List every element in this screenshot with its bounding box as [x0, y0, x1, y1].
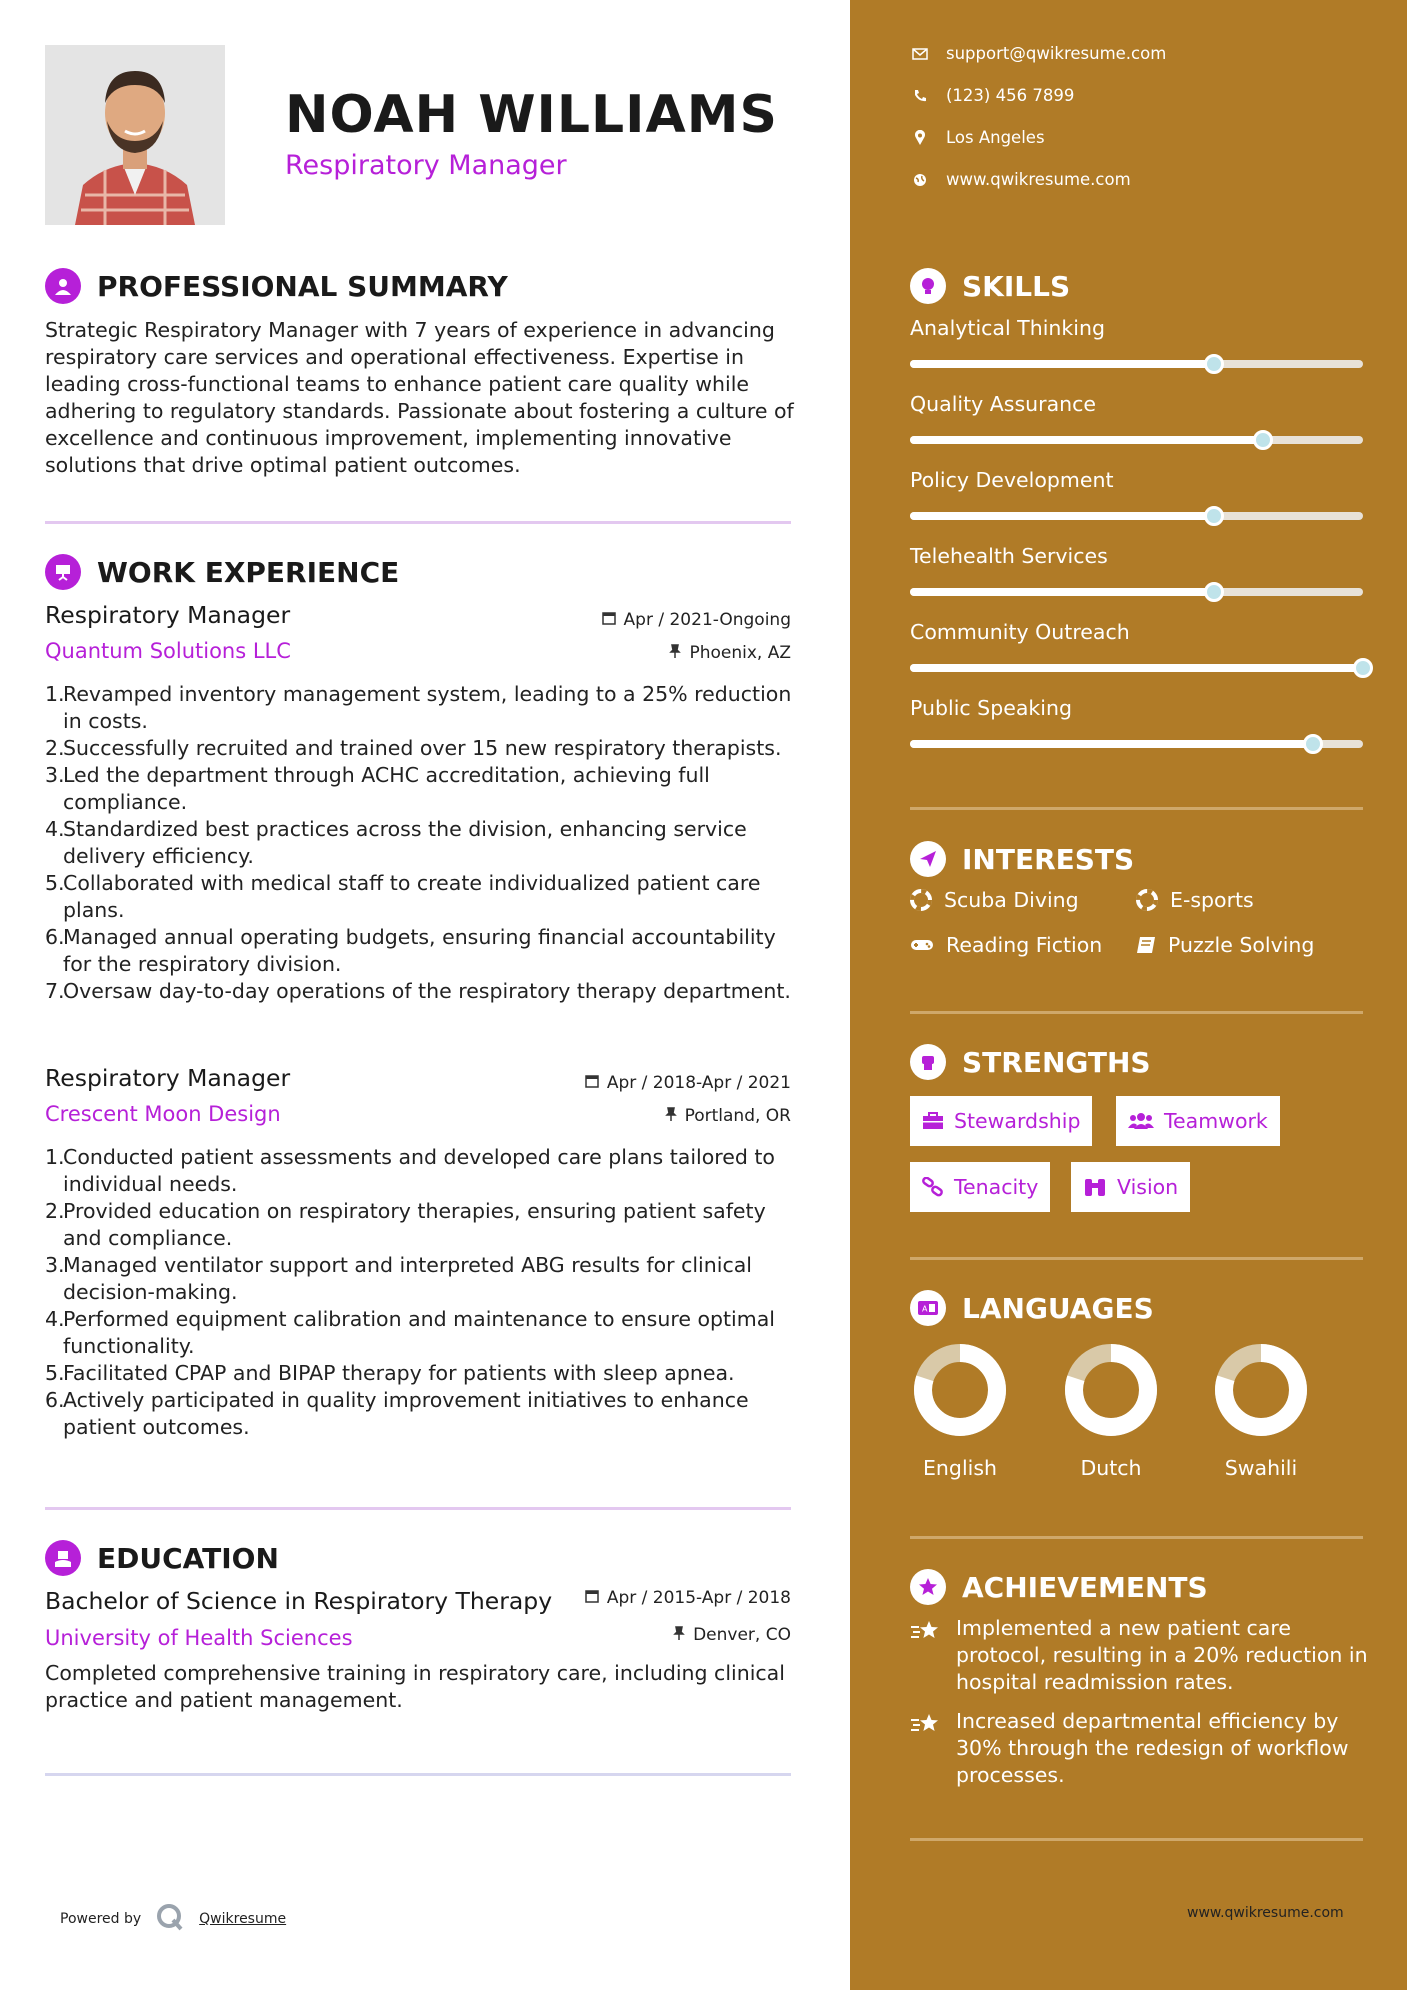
graduate-icon — [45, 1540, 81, 1576]
achievement-item: Increased departmental efficiency by 30% through the redesign of workflow processes. — [910, 1708, 1370, 1789]
skill-label: Quality Assurance — [910, 392, 1097, 416]
skill-slider-knob — [1204, 582, 1224, 602]
strength-tag: Tenacity — [910, 1162, 1050, 1212]
contact-website — [910, 170, 1131, 189]
job-location-text: Phoenix, AZ — [689, 643, 791, 663]
binoculars-icon — [1083, 1177, 1107, 1197]
contact-email-text[interactable]: support@qwikresume.com — [946, 44, 1167, 63]
job-location-text: Portland, OR — [684, 1106, 791, 1126]
section-divider — [910, 1536, 1363, 1539]
lifebuoy-icon — [910, 889, 932, 911]
section-divider — [910, 1838, 1363, 1841]
pin-icon — [669, 643, 681, 663]
summary-text: Strategic Respiratory Manager with 7 years of experience in advancing respiratory care services and operational effectiveness. Expertise in leading cross-functional teams to enhance patient care quality while adhering to regulatory standards. Passionate about fostering a culture of excellence and continuous improvement, implementing innovative solutions that drive optimal patient outcomes. — [45, 318, 794, 477]
pin-icon — [673, 1625, 685, 1645]
contact-website-text[interactable]: www.qwikresume.com — [946, 170, 1131, 189]
contact-location-text: Los Angeles — [946, 128, 1045, 147]
list-item: 1. Conducted patient assessments and developed care plans tailored to individual needs. — [45, 1145, 775, 1196]
footer-url[interactable]: www.qwikresume.com — [1187, 1905, 1344, 1921]
summary-heading — [45, 268, 508, 304]
section-divider — [910, 807, 1363, 810]
section-divider — [45, 521, 791, 524]
skill-label: Analytical Thinking — [910, 316, 1105, 340]
list-item: 4. Standardized best practices across the division, enhancing service delivery efficiency. — [45, 817, 747, 868]
list-item: 5. Facilitated CPAP and BIPAP therapy for patients with sleep apnea. — [45, 1361, 735, 1385]
lifebuoy-icon — [1136, 889, 1158, 911]
skill-bar-fill — [910, 512, 1214, 520]
section-divider — [45, 1507, 791, 1510]
skill-bar-fill — [910, 664, 1363, 672]
skill-bar — [910, 740, 1363, 748]
gamepad-icon — [910, 937, 934, 953]
language-proficiency-ring — [912, 1342, 1008, 1438]
svg-text:A: A — [922, 1304, 928, 1314]
skill-bar-fill — [910, 740, 1313, 748]
job-achievements-list — [45, 681, 795, 1005]
job-location — [669, 643, 791, 663]
strength-tag: Stewardship — [910, 1096, 1092, 1146]
achievements-title: ACHIEVEMENTS — [962, 1570, 1208, 1604]
contact-location — [910, 128, 1045, 147]
candidate-name: NOAH WILLIAMS — [285, 85, 778, 145]
language-label: Dutch — [1080, 1456, 1142, 1480]
education-location-text: Denver, CO — [693, 1625, 791, 1645]
powered-by — [60, 1902, 286, 1936]
skill-slider-knob — [1204, 354, 1224, 374]
skill-bar-fill — [910, 436, 1263, 444]
shooting-star-icon — [910, 1615, 942, 1696]
fist-icon — [910, 1044, 946, 1080]
job-company: Quantum Solutions LLC — [45, 639, 291, 663]
calendar-icon — [585, 1073, 599, 1093]
globe-icon — [910, 173, 930, 187]
achievements-heading — [910, 1569, 1208, 1605]
contact-phone — [910, 86, 1074, 105]
list-item: 2. Provided education on respiratory therapies, ensuring patient safety and compliance. — [45, 1199, 766, 1250]
presentation-icon — [45, 554, 81, 590]
job-date — [585, 1073, 791, 1093]
skill-label: Policy Development — [910, 468, 1114, 492]
shooting-star-icon — [910, 1708, 942, 1789]
education-title: EDUCATION — [97, 1541, 279, 1575]
language-proficiency-ring — [1063, 1342, 1159, 1438]
summary-title: PROFESSIONAL SUMMARY — [97, 269, 508, 303]
skills-title: SKILLS — [962, 269, 1071, 303]
strengths-title: STRENGTHS — [962, 1045, 1151, 1079]
job-location — [665, 1106, 791, 1126]
powered-by-label: Powered by — [60, 1911, 142, 1927]
skill-slider-knob — [1353, 658, 1373, 678]
interests-title: INTERESTS — [962, 842, 1135, 876]
education-date-text: Apr / 2015-Apr / 2018 — [606, 1588, 791, 1608]
skill-bar-fill — [910, 588, 1214, 596]
education-date — [585, 1588, 791, 1608]
paper-plane-icon — [910, 841, 946, 877]
work-heading — [45, 554, 399, 590]
star-icon — [910, 1569, 946, 1605]
list-item: 6. Managed annual operating budgets, ensuring financial accountability for the respiratory division. — [45, 925, 776, 976]
contact-email — [910, 44, 1166, 63]
skill-label: Public Speaking — [910, 696, 1072, 720]
qwikresume-link[interactable]: Qwikresume — [199, 1911, 287, 1927]
list-item: 7. Oversaw day-to-day operations of the respiratory therapy department. — [45, 979, 791, 1003]
skill-bar — [910, 360, 1363, 368]
strengths-heading — [910, 1044, 1151, 1080]
person-photo-icon — [45, 45, 225, 225]
users-icon — [1128, 1112, 1154, 1130]
strength-tag: Teamwork — [1116, 1096, 1280, 1146]
education-heading — [45, 1540, 279, 1576]
language-label: English — [922, 1456, 998, 1480]
profile-photo — [45, 45, 225, 225]
language-item — [1061, 1342, 1161, 1480]
job-date-text: Apr / 2018-Apr / 2021 — [606, 1073, 791, 1093]
list-item: 6. Actively participated in quality improvement initiatives to enhance patient outcomes. — [45, 1388, 749, 1439]
skill-bar — [910, 436, 1363, 444]
skill-slider-knob — [1204, 506, 1224, 526]
education-description: Completed comprehensive training in respiratory care, including clinical practice and patient management. — [45, 1661, 785, 1712]
interests-heading — [910, 841, 1134, 877]
list-item: 3. Managed ventilator support and interpreted ABG results for clinical decision-making. — [45, 1253, 752, 1304]
language-item — [910, 1342, 1010, 1480]
degree-title: Bachelor of Science in Respiratory Therapy — [45, 1587, 553, 1615]
translate-icon — [910, 1290, 946, 1326]
section-divider — [910, 1257, 1363, 1260]
school-name: University of Health Sciences — [45, 1626, 353, 1650]
user-icon — [45, 268, 81, 304]
calendar-icon — [602, 610, 616, 630]
book-icon — [1136, 936, 1156, 954]
education-location — [673, 1625, 791, 1645]
lightbulb-icon — [910, 268, 946, 304]
section-divider — [910, 1011, 1363, 1014]
list-item: 4. Performed equipment calibration and maintenance to ensure optimal functionality. — [45, 1307, 775, 1358]
calendar-icon — [585, 1588, 599, 1608]
phone-icon — [910, 89, 930, 103]
list-item: 1. Revamped inventory management system, leading to a 25% reduction in costs. — [45, 682, 792, 733]
list-item: 5. Collaborated with medical staff to create individualized patient care plans. — [45, 871, 761, 922]
languages-heading — [910, 1290, 1154, 1326]
language-item — [1211, 1342, 1311, 1480]
interest-item: Scuba Diving — [910, 888, 1079, 912]
briefcase-icon — [922, 1112, 944, 1130]
contact-phone-text: (123) 456 7899 — [946, 86, 1075, 105]
envelope-icon — [910, 48, 930, 60]
skill-slider-knob — [1253, 430, 1273, 450]
skill-bar — [910, 512, 1363, 520]
job-date — [602, 610, 791, 630]
strength-tag: Vision — [1071, 1162, 1190, 1212]
job-date-text: Apr / 2021-Ongoing — [623, 610, 791, 630]
job-company: Crescent Moon Design — [45, 1102, 281, 1126]
qwikresume-logo-icon — [155, 1902, 185, 1936]
skill-slider-knob — [1303, 734, 1323, 754]
languages-title: LANGUAGES — [962, 1291, 1154, 1325]
skill-bar — [910, 664, 1363, 672]
skill-label: Community Outreach — [910, 620, 1130, 644]
interest-item: Reading Fiction — [910, 933, 1102, 957]
interest-item: E-sports — [1136, 888, 1254, 912]
link-icon — [922, 1177, 944, 1197]
skill-bar-fill — [910, 360, 1214, 368]
job-title: Respiratory Manager — [45, 1064, 291, 1092]
candidate-role: Respiratory Manager — [285, 150, 567, 181]
skills-heading — [910, 268, 1070, 304]
job-achievements-list — [45, 1144, 795, 1441]
list-item: 3. Led the department through ACHC accreditation, achieving full compliance. — [45, 763, 710, 814]
skill-label: Telehealth Services — [910, 544, 1108, 568]
interest-item: Puzzle Solving — [1136, 933, 1314, 957]
work-title: WORK EXPERIENCE — [97, 555, 400, 589]
language-label: Swahili — [1224, 1456, 1298, 1480]
map-marker-icon — [910, 130, 930, 146]
section-divider — [45, 1773, 791, 1776]
pin-icon — [665, 1106, 677, 1126]
achievement-item: Implemented a new patient care protocol, resulting in a 20% reduction in hospital readmission rates. — [910, 1615, 1370, 1696]
list-item: 2. Successfully recruited and trained over 15 new respiratory therapists. — [45, 736, 782, 760]
skill-bar — [910, 588, 1363, 596]
sidebar-column — [850, 0, 1407, 1990]
language-proficiency-ring — [1213, 1342, 1309, 1438]
job-title: Respiratory Manager — [45, 601, 291, 629]
